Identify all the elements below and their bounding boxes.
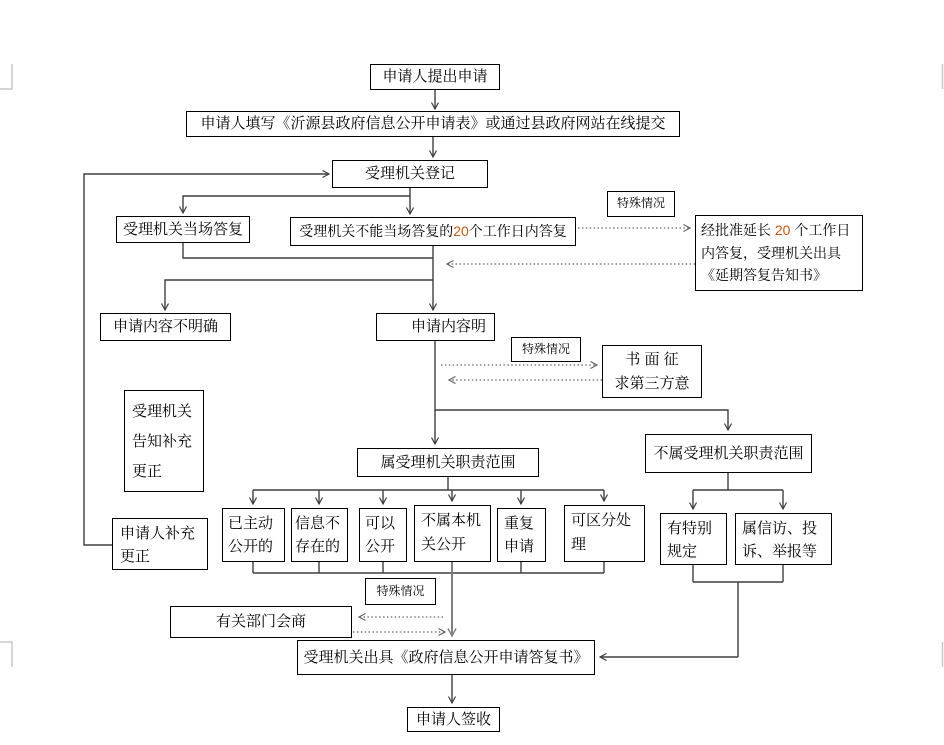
node-register-label: 受理机关登记 xyxy=(364,165,455,183)
node-already-public xyxy=(222,508,285,562)
node-extend-reply xyxy=(695,215,863,291)
node-applicant-submit xyxy=(370,64,500,90)
node-fill-form-label: 申请人填写《沂源县政府信息公开申请表》或通过县政府网站在线提交 xyxy=(200,115,666,133)
node-out-of-scope xyxy=(645,434,812,473)
node-issue-reply-label: 受理机关出具《政府信息公开申请答复书》 xyxy=(303,648,589,666)
node-applicant-submit-label: 申请人提出申请 xyxy=(382,68,488,86)
node-content-clear xyxy=(376,313,495,341)
node-reply-20-days xyxy=(290,217,576,246)
line-collector-six-boxes xyxy=(253,562,604,573)
node-separable-label: 可区分处理 xyxy=(571,512,632,553)
node-extend-reply-number: 20 xyxy=(774,222,791,238)
node-content-unclear-label: 申请内容不明确 xyxy=(112,318,218,336)
arrow-branch-to-unclear xyxy=(165,280,433,310)
node-third-party-line1: 书 面 征 xyxy=(625,351,679,368)
node-onsite-reply xyxy=(116,216,250,243)
line-inscope-split xyxy=(253,477,604,490)
node-special-case-1 xyxy=(607,191,675,217)
node-reply-20-days-text: 受理机关不能当场答复的 xyxy=(299,223,454,240)
node-applicant-sign-label: 申请人签收 xyxy=(415,710,491,728)
node-separable xyxy=(564,505,645,562)
node-special-case-2 xyxy=(511,337,581,362)
node-third-party-opinion xyxy=(602,345,702,398)
node-notify-supplement-label: 受理机关告知补充更正 xyxy=(132,403,193,480)
arrow-branch-to-outscope xyxy=(435,410,728,430)
node-in-scope-label: 属受理机关职责范围 xyxy=(380,453,516,471)
node-notify-supplement xyxy=(124,390,204,492)
node-can-public xyxy=(359,508,407,562)
node-reply-20-days-text2: 个工作日内答复 xyxy=(468,223,567,240)
node-special-rule xyxy=(660,513,727,565)
node-special-rule-label: 有特别规定 xyxy=(667,520,713,560)
node-repeat-apply xyxy=(497,508,546,562)
node-info-not-exist-label: 信息不存在的 xyxy=(295,515,341,555)
node-content-unclear xyxy=(100,313,231,341)
node-fill-form xyxy=(186,111,680,137)
arrow-register-to-onsite xyxy=(183,188,410,213)
node-onsite-reply-label: 受理机关当场答复 xyxy=(122,220,243,238)
node-petition xyxy=(735,513,832,565)
node-extend-reply-text: 经批准延长 xyxy=(701,222,775,238)
line-right-collector xyxy=(693,565,783,657)
line-outscope-split xyxy=(693,473,783,490)
node-applicant-sign xyxy=(407,707,500,732)
node-special-case-1-label: 特殊情况 xyxy=(616,196,665,211)
node-applicant-supplement-label: 申请人补充更正 xyxy=(120,525,196,565)
node-special-case-3 xyxy=(365,578,436,605)
node-info-not-exist xyxy=(291,508,348,562)
node-in-scope xyxy=(357,448,539,477)
node-extend-reply-text2: 个工作日内答复，受理机关出具《延期答复告知书》 xyxy=(701,222,851,284)
node-special-case-2-label: 特殊情况 xyxy=(521,341,570,356)
node-special-case-3-label: 特殊情况 xyxy=(376,583,425,598)
node-third-party-line2: 求第三方意 xyxy=(614,375,690,392)
node-consult-departments xyxy=(170,606,352,638)
node-can-public-label: 可以公开 xyxy=(365,515,396,555)
node-out-of-scope-label: 不属受理机关职责范围 xyxy=(653,444,804,462)
node-not-this-org xyxy=(414,505,491,562)
node-applicant-supplement xyxy=(112,518,208,570)
node-content-clear-label: 申请内容明 xyxy=(410,318,486,336)
node-issue-reply xyxy=(297,640,595,675)
node-consult-departments-label: 有关部门会商 xyxy=(215,613,306,631)
node-not-this-org-label: 不属本机关公开 xyxy=(421,512,482,553)
node-repeat-apply-label: 重复申请 xyxy=(504,515,535,555)
node-register xyxy=(332,160,488,188)
node-already-public-label: 已主动公开的 xyxy=(228,515,274,555)
node-reply-20-days-number: 20 xyxy=(453,223,469,240)
page-corner-marks xyxy=(0,64,943,667)
node-petition-label: 属信访、投诉、举报等 xyxy=(742,520,818,560)
